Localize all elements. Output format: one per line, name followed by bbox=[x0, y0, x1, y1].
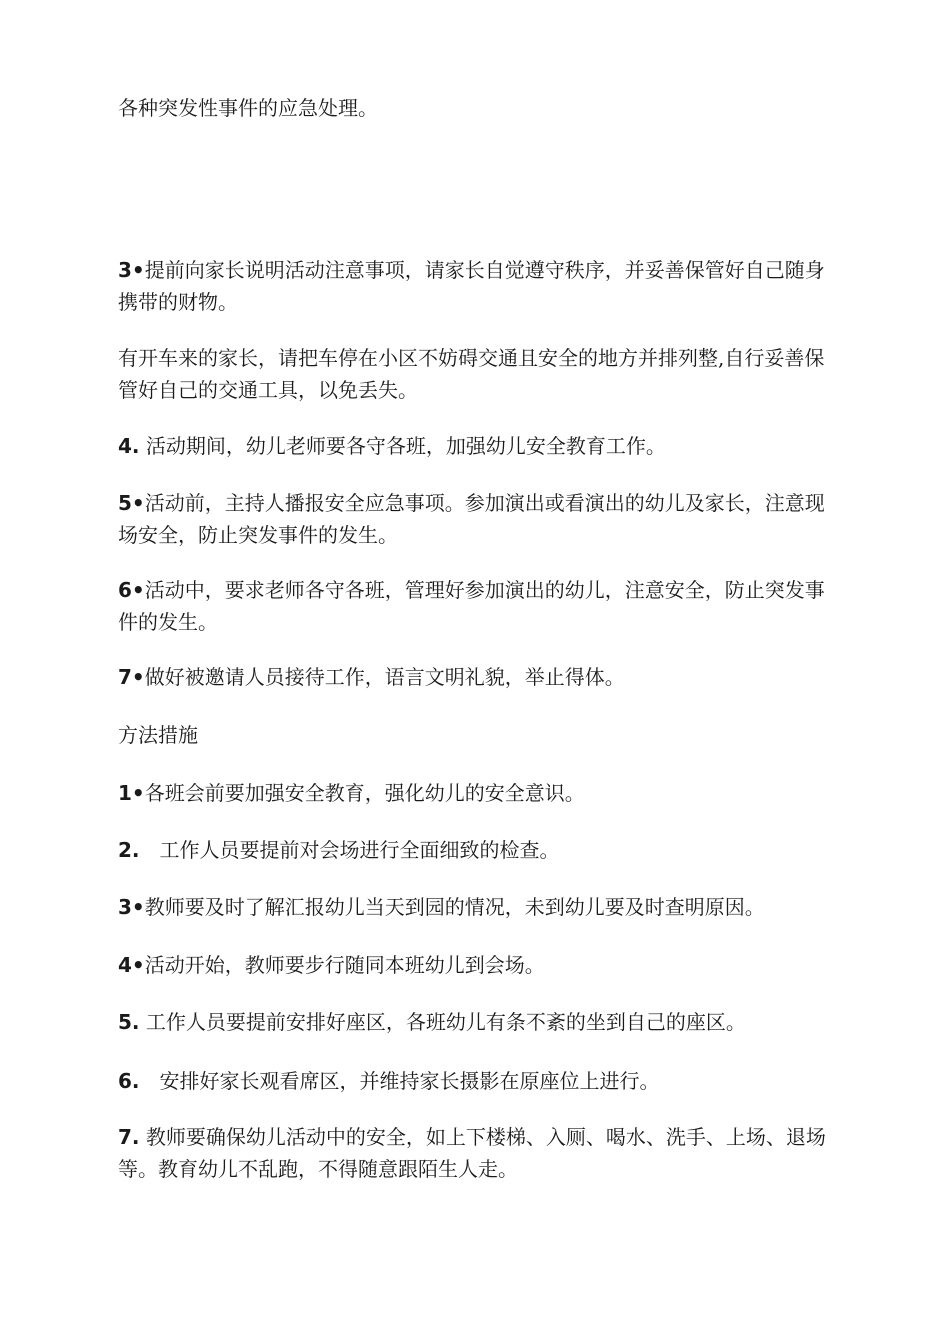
item-number: 6. bbox=[118, 1069, 140, 1093]
item-separator: • bbox=[131, 781, 145, 805]
item-number: 5. bbox=[118, 1010, 140, 1034]
measure-item-7 bbox=[118, 1121, 838, 1185]
item-number: 5 bbox=[118, 491, 132, 515]
item-number: 1 bbox=[118, 781, 132, 805]
paragraph-text: 活动中，要求老师各守各班，管理好参加演出的幼儿，注意安全，防止突发事件的发生。 bbox=[118, 578, 825, 634]
paragraph-text: 各种突发性事件的应急处理。 bbox=[118, 96, 378, 120]
item-number: 7 bbox=[118, 665, 132, 689]
section-heading bbox=[118, 719, 838, 751]
item-number: 6 bbox=[118, 578, 132, 602]
paragraph-text: 教师要确保幼儿活动中的安全，如上下楼梯、入厕、喝水、洗手、上场、退场等。教育幼儿不乱跑，不得随意跟陌生人走。 bbox=[118, 1125, 826, 1181]
paragraph-text: 做好被邀请人员接待工作，语言文明礼貌，举止得体。 bbox=[144, 665, 625, 689]
paragraph-item-3 bbox=[118, 254, 838, 318]
paragraph-text: 活动前，主持人播报安全应急事项。参加演出或看演出的幼儿及家长，注意现场安全，防止突发事件的发生。 bbox=[118, 491, 825, 547]
item-separator: • bbox=[131, 491, 145, 515]
paragraph-item-5 bbox=[118, 487, 838, 551]
item-number: 7. bbox=[118, 1125, 140, 1149]
item-separator: • bbox=[131, 578, 145, 602]
paragraph-text: 工作人员要提前对会场进行全面细致的检查。 bbox=[159, 838, 560, 862]
item-separator: • bbox=[131, 953, 145, 977]
paragraph-item-4 bbox=[118, 430, 838, 462]
paragraph-text: 各班会前要加强安全教育，强化幼儿的安全意识。 bbox=[144, 781, 585, 805]
paragraph-parking bbox=[118, 342, 838, 406]
paragraph-text: 安排好家长观看席区，并维持家长摄影在原座位上进行。 bbox=[159, 1069, 660, 1093]
paragraph-text: 工作人员要提前安排好座区，各班幼儿有条不紊的坐到自己的座区。 bbox=[145, 1010, 746, 1034]
item-number: 3 bbox=[118, 895, 132, 919]
measure-item-2 bbox=[118, 834, 838, 866]
measure-item-1 bbox=[118, 777, 838, 809]
item-separator: • bbox=[131, 895, 145, 919]
measure-item-3 bbox=[118, 891, 838, 923]
paragraph-text: 提前向家长说明活动注意事项，请家长自觉遵守秩序，并妥善保管好自己随身携带的财物。 bbox=[118, 258, 825, 314]
paragraph-text: 有开车来的家长，请把车停在小区不妨碍交通且安全的地方并排列整,自行妥善保管好自己的交通工具，以免丢失。 bbox=[118, 346, 825, 402]
paragraph-text: 活动期间，幼儿老师要各守各班，加强幼儿安全教育工作。 bbox=[145, 434, 666, 458]
item-separator: • bbox=[131, 258, 145, 282]
item-number: 4. bbox=[118, 434, 140, 458]
measure-item-6 bbox=[118, 1065, 838, 1097]
paragraph-text: 活动开始，教师要步行随同本班幼儿到会场。 bbox=[144, 953, 545, 977]
item-number: 3 bbox=[118, 258, 132, 282]
paragraph-item-7 bbox=[118, 661, 838, 693]
item-separator: • bbox=[131, 665, 145, 689]
heading-text: 方法措施 bbox=[118, 723, 198, 747]
item-number: 2. bbox=[118, 838, 140, 862]
paragraph-intro bbox=[118, 92, 838, 124]
paragraph-item-6 bbox=[118, 574, 838, 638]
measure-item-4 bbox=[118, 949, 838, 981]
item-number: 4 bbox=[118, 953, 132, 977]
paragraph-text: 教师要及时了解汇报幼儿当天到园的情况，未到幼儿要及时查明原因。 bbox=[144, 895, 765, 919]
measure-item-5 bbox=[118, 1006, 838, 1038]
